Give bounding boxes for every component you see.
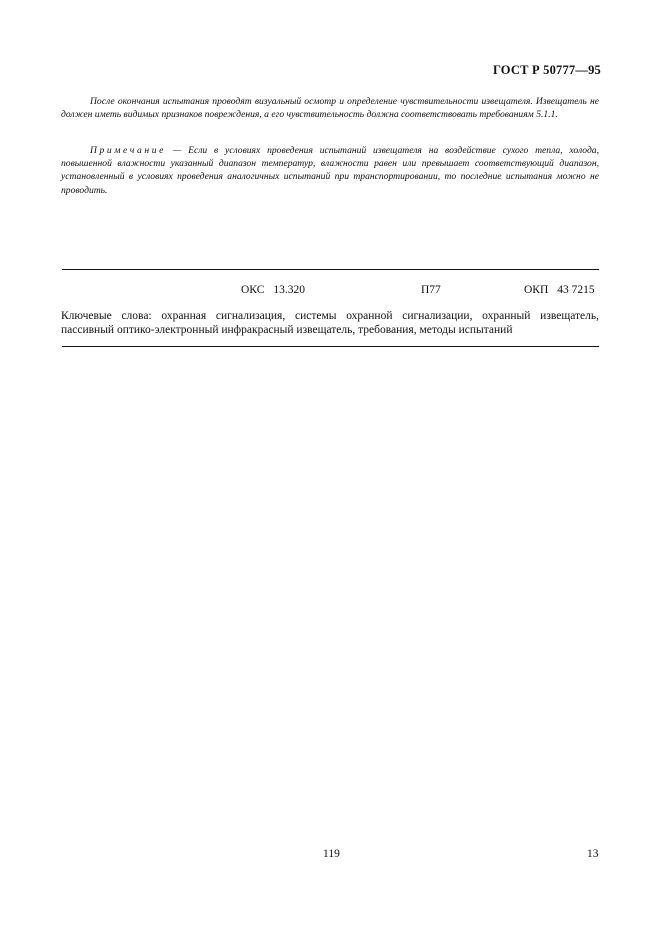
oks-label: ОКС [241,284,265,296]
bottom-divider [62,346,599,347]
paragraph-text: После окончания испытания проводят визуальный осмотр и определение чувствительности извещателя. Извещатель не должен иметь видимых признаков повреждения, а его чувствительность должна соответствовать требованиям 5.1.1. [61,96,599,121]
okp-label: ОКП [524,284,549,296]
standard-code: ГОСТ Р 50777—95 [492,63,601,77]
note-paragraph [61,144,599,197]
note-label: Примечание [90,145,166,156]
test-conclusion-paragraph [61,95,599,121]
sequence-number: 119 [323,848,340,860]
group-code: П77 [421,284,441,296]
top-divider [62,269,599,270]
page-number: 13 [587,848,599,860]
keywords-block: Ключевые слова: охранная сигнализация, системы охранной сигнализации, охранный извещатель, пассивный оптико-электронный инфракрасный извещатель, требования, методы испытаний [61,310,599,336]
okp-value: 43 7215 [557,284,595,296]
note-text: — Если в условиях проведения испытаний извещателя на воздействие сухого тепла, холода, повышенной влажности указанный диапазон температур, влажности равен или превышает соответствующий диапазон, установленный в условиях проведения аналогичных испытаний при транспортировании, то последние испытания можно не проводить. [61,145,599,196]
oks-code [241,284,305,296]
okp-code [524,284,595,296]
oks-value: 13.320 [273,284,305,296]
